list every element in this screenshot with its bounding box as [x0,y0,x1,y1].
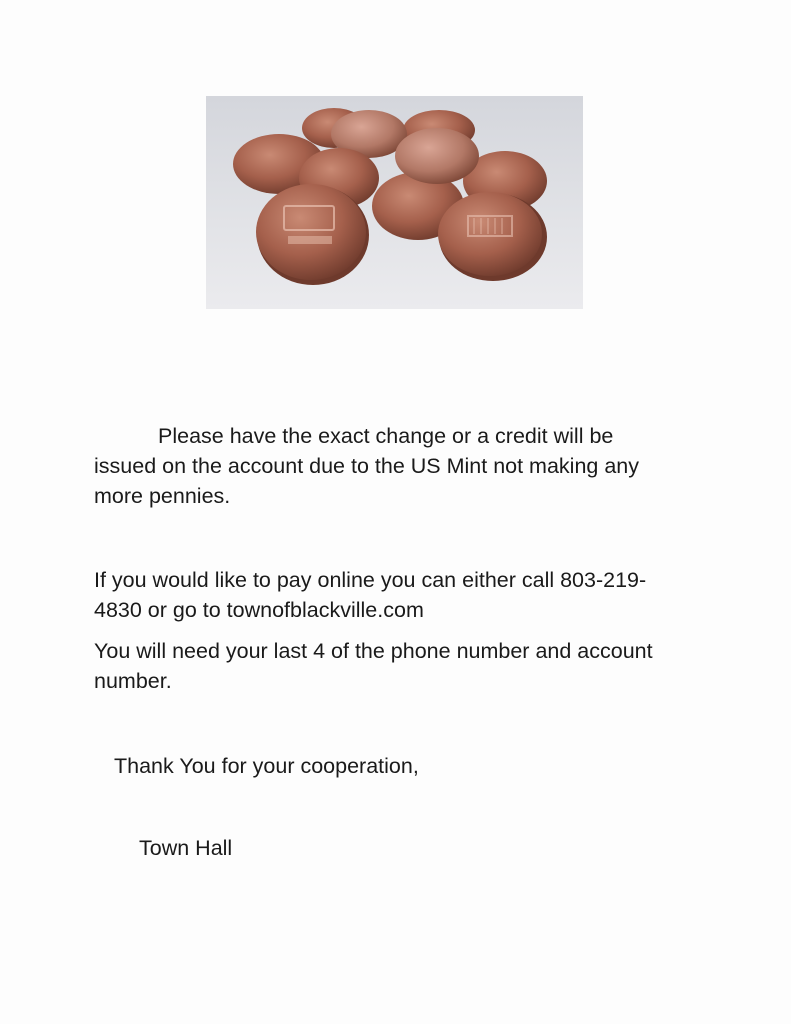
paragraph-line: Please have the exact change or a credit will be [158,424,614,448]
signature: Town Hall [139,836,233,860]
paragraph-line: If you would like to pay online you can either call 803-219- [94,568,647,592]
pay-online-paragraph [94,565,646,625]
paragraph-line: number. [94,669,172,693]
paragraph-line: more pennies. [94,484,231,508]
requirements-paragraph [94,636,653,696]
closing-line: Thank You for your cooperation, [114,754,419,778]
paragraph-line: issued on the account due to the US Mint not making any [94,454,639,478]
exact-change-paragraph [94,421,639,511]
paragraph-line: 4830 or go to townofblackville.com [94,598,424,622]
pennies-photo [206,96,583,309]
paragraph-line: You will need your last 4 of the phone number and account [94,639,653,663]
